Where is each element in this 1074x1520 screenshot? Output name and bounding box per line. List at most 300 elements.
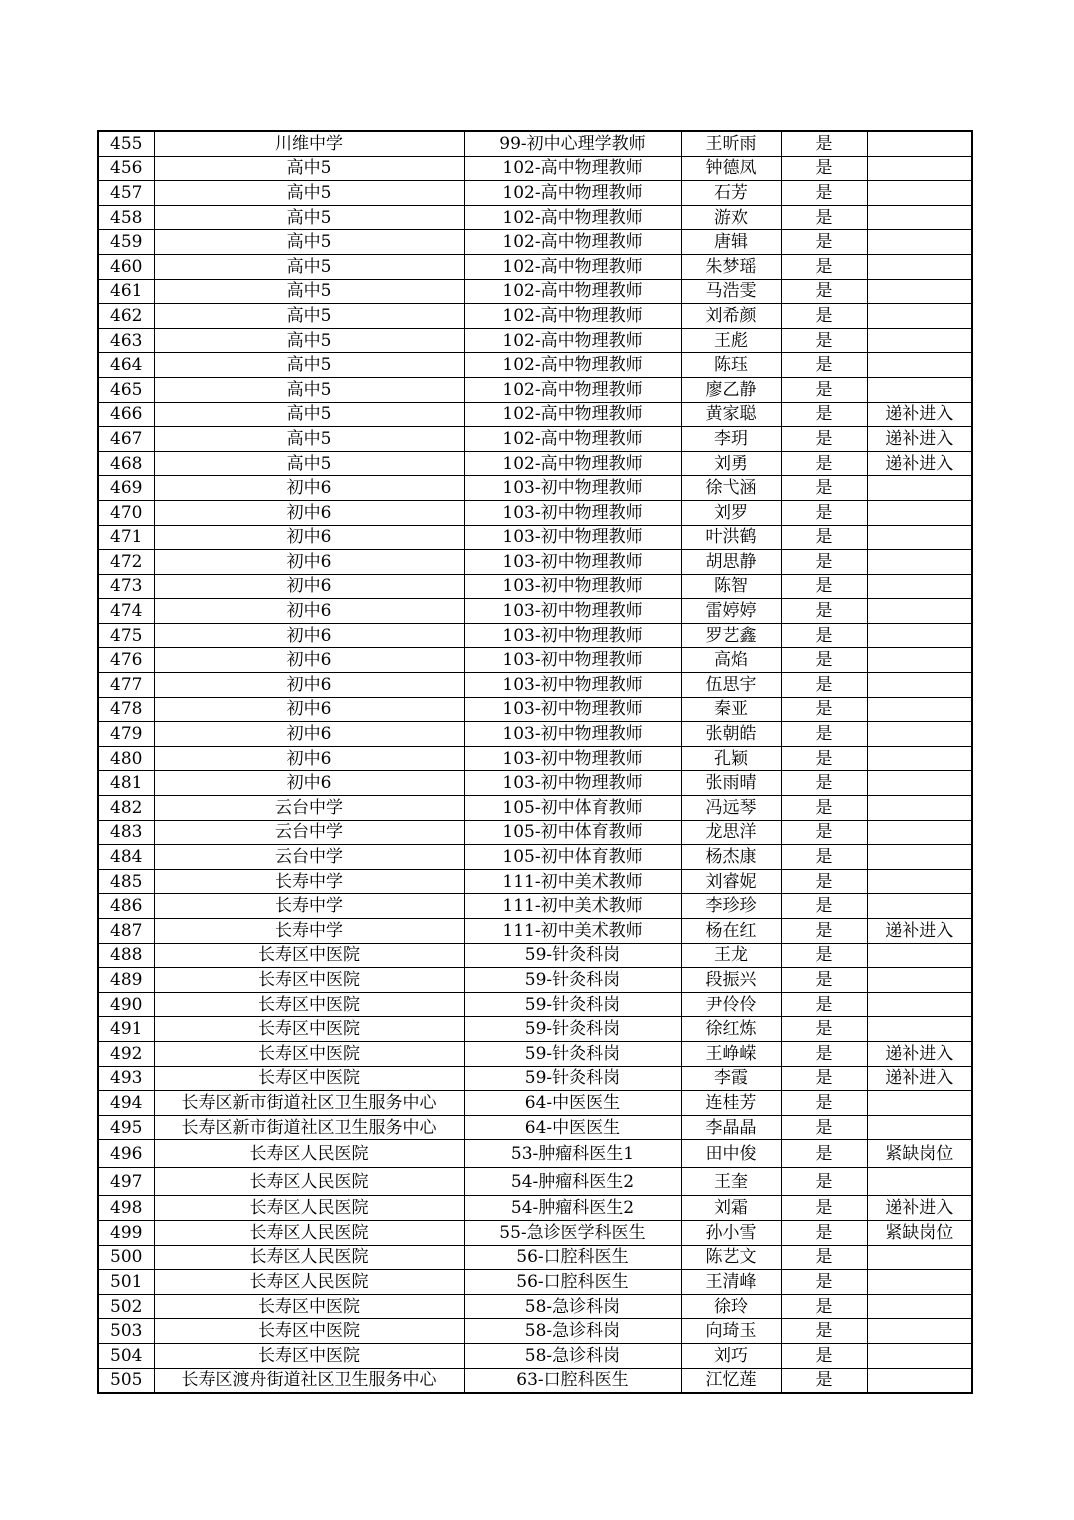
qualified-cell: 是 xyxy=(781,845,867,870)
position-cell: 102-高中物理教师 xyxy=(464,230,681,255)
row-number-cell: 460 xyxy=(98,254,154,279)
remark-cell xyxy=(867,1368,972,1393)
position-cell: 111-初中美术教师 xyxy=(464,894,681,919)
candidate-name-cell: 孔颖 xyxy=(681,746,781,771)
employer-cell: 长寿区中医院 xyxy=(154,968,464,993)
remark-cell xyxy=(867,623,972,648)
row-number-cell: 464 xyxy=(98,353,154,378)
candidate-name-cell: 廖乙静 xyxy=(681,377,781,402)
position-cell: 105-初中体育教师 xyxy=(464,845,681,870)
employer-cell: 初中6 xyxy=(154,623,464,648)
table-row xyxy=(98,328,972,353)
table-row xyxy=(98,525,972,550)
position-cell: 103-初中物理教师 xyxy=(464,574,681,599)
table-row xyxy=(98,943,972,968)
candidate-name-cell: 徐玲 xyxy=(681,1294,781,1319)
candidate-name-cell: 王昕雨 xyxy=(681,131,781,156)
candidate-name-cell: 李玥 xyxy=(681,427,781,452)
qualified-cell: 是 xyxy=(781,968,867,993)
remark-cell xyxy=(867,1294,972,1319)
table-row xyxy=(98,1294,972,1319)
qualified-cell: 是 xyxy=(781,1066,867,1091)
row-number-cell: 494 xyxy=(98,1091,154,1116)
remark-cell xyxy=(867,697,972,722)
position-cell: 59-针灸科岗 xyxy=(464,1041,681,1066)
table-row xyxy=(98,648,972,673)
candidate-name-cell: 刘希颜 xyxy=(681,304,781,329)
qualified-cell: 是 xyxy=(781,353,867,378)
table-row xyxy=(98,1041,972,1066)
row-number-cell: 458 xyxy=(98,205,154,230)
table-row xyxy=(98,451,972,476)
row-number-cell: 462 xyxy=(98,304,154,329)
position-cell: 54-肿瘤科医生2 xyxy=(464,1196,681,1221)
position-cell: 59-针灸科岗 xyxy=(464,1017,681,1042)
remark-cell xyxy=(867,377,972,402)
qualified-cell: 是 xyxy=(781,550,867,575)
table-row xyxy=(98,181,972,206)
candidate-name-cell: 秦亚 xyxy=(681,697,781,722)
row-number-cell: 468 xyxy=(98,451,154,476)
candidate-name-cell: 刘巧 xyxy=(681,1343,781,1368)
table-row xyxy=(98,869,972,894)
row-number-cell: 483 xyxy=(98,820,154,845)
position-cell: 102-高中物理教师 xyxy=(464,353,681,378)
roster-table xyxy=(97,130,973,1394)
qualified-cell: 是 xyxy=(781,746,867,771)
employer-cell: 高中5 xyxy=(154,230,464,255)
row-number-cell: 484 xyxy=(98,845,154,870)
qualified-cell: 是 xyxy=(781,377,867,402)
row-number-cell: 487 xyxy=(98,919,154,944)
employer-cell: 长寿区人民医院 xyxy=(154,1270,464,1295)
table-row xyxy=(98,574,972,599)
qualified-cell: 是 xyxy=(781,1245,867,1270)
row-number-cell: 456 xyxy=(98,156,154,181)
table-row xyxy=(98,968,972,993)
employer-cell: 高中5 xyxy=(154,427,464,452)
remark-cell xyxy=(867,230,972,255)
position-cell: 103-初中物理教师 xyxy=(464,722,681,747)
employer-cell: 长寿区人民医院 xyxy=(154,1140,464,1168)
row-number-cell: 476 xyxy=(98,648,154,673)
row-number-cell: 500 xyxy=(98,1245,154,1270)
candidate-name-cell: 叶洪鹤 xyxy=(681,525,781,550)
table-row xyxy=(98,500,972,525)
candidate-name-cell: 李晶晶 xyxy=(681,1115,781,1140)
position-cell: 102-高中物理教师 xyxy=(464,205,681,230)
row-number-cell: 497 xyxy=(98,1168,154,1196)
row-number-cell: 492 xyxy=(98,1041,154,1066)
employer-cell: 长寿区中医院 xyxy=(154,1017,464,1042)
candidate-name-cell: 段振兴 xyxy=(681,968,781,993)
table-row xyxy=(98,746,972,771)
remark-cell: 紧缺岗位 xyxy=(867,1140,972,1168)
position-cell: 103-初中物理教师 xyxy=(464,673,681,698)
position-cell: 102-高中物理教师 xyxy=(464,427,681,452)
qualified-cell: 是 xyxy=(781,476,867,501)
employer-cell: 长寿区中医院 xyxy=(154,1066,464,1091)
employer-cell: 长寿区人民医院 xyxy=(154,1245,464,1270)
position-cell: 102-高中物理教师 xyxy=(464,377,681,402)
position-cell: 59-针灸科岗 xyxy=(464,992,681,1017)
candidate-name-cell: 朱梦瑶 xyxy=(681,254,781,279)
table-row xyxy=(98,1220,972,1245)
employer-cell: 初中6 xyxy=(154,574,464,599)
qualified-cell: 是 xyxy=(781,1294,867,1319)
position-cell: 63-口腔科医生 xyxy=(464,1368,681,1393)
remark-cell xyxy=(867,1017,972,1042)
row-number-cell: 481 xyxy=(98,771,154,796)
row-number-cell: 457 xyxy=(98,181,154,206)
qualified-cell: 是 xyxy=(781,697,867,722)
remark-cell: 递补进入 xyxy=(867,1041,972,1066)
qualified-cell: 是 xyxy=(781,500,867,525)
row-number-cell: 470 xyxy=(98,500,154,525)
table-row xyxy=(98,550,972,575)
remark-cell xyxy=(867,1115,972,1140)
row-number-cell: 479 xyxy=(98,722,154,747)
remark-cell xyxy=(867,796,972,821)
candidate-name-cell: 冯远琴 xyxy=(681,796,781,821)
qualified-cell: 是 xyxy=(781,230,867,255)
remark-cell xyxy=(867,574,972,599)
position-cell: 103-初中物理教师 xyxy=(464,599,681,624)
table-row xyxy=(98,1168,972,1196)
qualified-cell: 是 xyxy=(781,181,867,206)
qualified-cell: 是 xyxy=(781,1196,867,1221)
qualified-cell: 是 xyxy=(781,427,867,452)
position-cell: 111-初中美术教师 xyxy=(464,869,681,894)
remark-cell xyxy=(867,746,972,771)
candidate-name-cell: 胡思静 xyxy=(681,550,781,575)
remark-cell xyxy=(867,279,972,304)
candidate-name-cell: 李霞 xyxy=(681,1066,781,1091)
position-cell: 59-针灸科岗 xyxy=(464,943,681,968)
candidate-name-cell: 杨杰康 xyxy=(681,845,781,870)
position-cell: 56-口腔科医生 xyxy=(464,1270,681,1295)
candidate-name-cell: 尹伶伶 xyxy=(681,992,781,1017)
qualified-cell: 是 xyxy=(781,1220,867,1245)
candidate-name-cell: 江忆莲 xyxy=(681,1368,781,1393)
candidate-name-cell: 王奎 xyxy=(681,1168,781,1196)
candidate-name-cell: 雷婷婷 xyxy=(681,599,781,624)
employer-cell: 初中6 xyxy=(154,599,464,624)
candidate-name-cell: 黄家聪 xyxy=(681,402,781,427)
table-row xyxy=(98,1270,972,1295)
position-cell: 103-初中物理教师 xyxy=(464,746,681,771)
qualified-cell: 是 xyxy=(781,1091,867,1116)
row-number-cell: 463 xyxy=(98,328,154,353)
table-row xyxy=(98,1140,972,1168)
table-row xyxy=(98,796,972,821)
row-number-cell: 475 xyxy=(98,623,154,648)
remark-cell xyxy=(867,181,972,206)
table-row xyxy=(98,599,972,624)
remark-cell xyxy=(867,1091,972,1116)
employer-cell: 初中6 xyxy=(154,476,464,501)
table-row xyxy=(98,722,972,747)
remark-cell: 递补进入 xyxy=(867,1066,972,1091)
employer-cell: 长寿中学 xyxy=(154,919,464,944)
row-number-cell: 490 xyxy=(98,992,154,1017)
roster-table-body xyxy=(98,131,972,1393)
candidate-name-cell: 游欢 xyxy=(681,205,781,230)
remark-cell xyxy=(867,1245,972,1270)
candidate-name-cell: 龙思洋 xyxy=(681,820,781,845)
employer-cell: 长寿区中医院 xyxy=(154,1294,464,1319)
table-row xyxy=(98,623,972,648)
remark-cell xyxy=(867,254,972,279)
remark-cell xyxy=(867,1319,972,1344)
table-row xyxy=(98,1319,972,1344)
row-number-cell: 495 xyxy=(98,1115,154,1140)
employer-cell: 初中6 xyxy=(154,673,464,698)
candidate-name-cell: 徐弋涵 xyxy=(681,476,781,501)
candidate-name-cell: 孙小雪 xyxy=(681,1220,781,1245)
row-number-cell: 491 xyxy=(98,1017,154,1042)
table-row xyxy=(98,254,972,279)
table-row xyxy=(98,697,972,722)
candidate-name-cell: 唐辑 xyxy=(681,230,781,255)
candidate-name-cell: 徐红炼 xyxy=(681,1017,781,1042)
qualified-cell: 是 xyxy=(781,599,867,624)
table-row xyxy=(98,377,972,402)
table-row xyxy=(98,353,972,378)
employer-cell: 长寿区人民医院 xyxy=(154,1220,464,1245)
table-row xyxy=(98,771,972,796)
candidate-name-cell: 罗艺鑫 xyxy=(681,623,781,648)
position-cell: 111-初中美术教师 xyxy=(464,919,681,944)
row-number-cell: 499 xyxy=(98,1220,154,1245)
remark-cell xyxy=(867,156,972,181)
qualified-cell: 是 xyxy=(781,992,867,1017)
row-number-cell: 471 xyxy=(98,525,154,550)
employer-cell: 初中6 xyxy=(154,648,464,673)
qualified-cell: 是 xyxy=(781,722,867,747)
qualified-cell: 是 xyxy=(781,1140,867,1168)
remark-cell xyxy=(867,550,972,575)
qualified-cell: 是 xyxy=(781,673,867,698)
employer-cell: 高中5 xyxy=(154,353,464,378)
candidate-name-cell: 马浩雯 xyxy=(681,279,781,304)
employer-cell: 长寿区新市街道社区卫生服务中心 xyxy=(154,1091,464,1116)
employer-cell: 高中5 xyxy=(154,181,464,206)
row-number-cell: 459 xyxy=(98,230,154,255)
remark-cell xyxy=(867,673,972,698)
row-number-cell: 485 xyxy=(98,869,154,894)
candidate-name-cell: 张朝皓 xyxy=(681,722,781,747)
table-row xyxy=(98,894,972,919)
candidate-name-cell: 杨在红 xyxy=(681,919,781,944)
qualified-cell: 是 xyxy=(781,623,867,648)
row-number-cell: 496 xyxy=(98,1140,154,1168)
qualified-cell: 是 xyxy=(781,156,867,181)
qualified-cell: 是 xyxy=(781,1115,867,1140)
remark-cell xyxy=(867,943,972,968)
row-number-cell: 467 xyxy=(98,427,154,452)
position-cell: 58-急诊科岗 xyxy=(464,1319,681,1344)
employer-cell: 云台中学 xyxy=(154,820,464,845)
row-number-cell: 482 xyxy=(98,796,154,821)
qualified-cell: 是 xyxy=(781,771,867,796)
qualified-cell: 是 xyxy=(781,796,867,821)
position-cell: 53-肿瘤科医生1 xyxy=(464,1140,681,1168)
remark-cell xyxy=(867,648,972,673)
candidate-name-cell: 陈艺文 xyxy=(681,1245,781,1270)
qualified-cell: 是 xyxy=(781,1168,867,1196)
remark-cell xyxy=(867,476,972,501)
table-row xyxy=(98,131,972,156)
candidate-name-cell: 田中俊 xyxy=(681,1140,781,1168)
table-row xyxy=(98,673,972,698)
table-row xyxy=(98,156,972,181)
employer-cell: 长寿区中医院 xyxy=(154,943,464,968)
table-row xyxy=(98,1091,972,1116)
position-cell: 105-初中体育教师 xyxy=(464,820,681,845)
employer-cell: 长寿中学 xyxy=(154,894,464,919)
employer-cell: 初中6 xyxy=(154,525,464,550)
qualified-cell: 是 xyxy=(781,943,867,968)
position-cell: 102-高中物理教师 xyxy=(464,451,681,476)
row-number-cell: 489 xyxy=(98,968,154,993)
candidate-name-cell: 刘罗 xyxy=(681,500,781,525)
employer-cell: 初中6 xyxy=(154,500,464,525)
qualified-cell: 是 xyxy=(781,1343,867,1368)
employer-cell: 云台中学 xyxy=(154,845,464,870)
candidate-name-cell: 连桂芳 xyxy=(681,1091,781,1116)
employer-cell: 长寿区中医院 xyxy=(154,1319,464,1344)
remark-cell xyxy=(867,131,972,156)
table-row xyxy=(98,820,972,845)
employer-cell: 长寿区中医院 xyxy=(154,1343,464,1368)
remark-cell: 递补进入 xyxy=(867,427,972,452)
position-cell: 59-针灸科岗 xyxy=(464,1066,681,1091)
qualified-cell: 是 xyxy=(781,328,867,353)
candidate-name-cell: 张雨晴 xyxy=(681,771,781,796)
remark-cell xyxy=(867,894,972,919)
qualified-cell: 是 xyxy=(781,304,867,329)
employer-cell: 长寿区人民医院 xyxy=(154,1168,464,1196)
candidate-name-cell: 李珍珍 xyxy=(681,894,781,919)
qualified-cell: 是 xyxy=(781,279,867,304)
qualified-cell: 是 xyxy=(781,574,867,599)
table-row xyxy=(98,845,972,870)
remark-cell xyxy=(867,1270,972,1295)
remark-cell xyxy=(867,599,972,624)
position-cell: 64-中医医生 xyxy=(464,1091,681,1116)
qualified-cell: 是 xyxy=(781,820,867,845)
remark-cell: 递补进入 xyxy=(867,1196,972,1221)
employer-cell: 长寿区人民医院 xyxy=(154,1196,464,1221)
candidate-name-cell: 高焰 xyxy=(681,648,781,673)
position-cell: 103-初中物理教师 xyxy=(464,525,681,550)
remark-cell xyxy=(867,328,972,353)
candidate-name-cell: 王清峰 xyxy=(681,1270,781,1295)
candidate-name-cell: 刘霜 xyxy=(681,1196,781,1221)
employer-cell: 长寿区中医院 xyxy=(154,1041,464,1066)
row-number-cell: 493 xyxy=(98,1066,154,1091)
row-number-cell: 478 xyxy=(98,697,154,722)
position-cell: 103-初中物理教师 xyxy=(464,476,681,501)
employer-cell: 高中5 xyxy=(154,328,464,353)
qualified-cell: 是 xyxy=(781,131,867,156)
row-number-cell: 502 xyxy=(98,1294,154,1319)
table-row xyxy=(98,1368,972,1393)
row-number-cell: 504 xyxy=(98,1343,154,1368)
candidate-name-cell: 刘勇 xyxy=(681,451,781,476)
employer-cell: 初中6 xyxy=(154,697,464,722)
employer-cell: 高中5 xyxy=(154,451,464,476)
table-row xyxy=(98,205,972,230)
table-row xyxy=(98,1017,972,1042)
table-row xyxy=(98,427,972,452)
position-cell: 102-高中物理教师 xyxy=(464,402,681,427)
position-cell: 58-急诊科岗 xyxy=(464,1343,681,1368)
employer-cell: 长寿区渡舟街道社区卫生服务中心 xyxy=(154,1368,464,1393)
row-number-cell: 455 xyxy=(98,131,154,156)
remark-cell: 递补进入 xyxy=(867,451,972,476)
row-number-cell: 466 xyxy=(98,402,154,427)
table-row xyxy=(98,1245,972,1270)
position-cell: 102-高中物理教师 xyxy=(464,279,681,304)
remark-cell xyxy=(867,205,972,230)
position-cell: 103-初中物理教师 xyxy=(464,623,681,648)
row-number-cell: 498 xyxy=(98,1196,154,1221)
row-number-cell: 477 xyxy=(98,673,154,698)
employer-cell: 高中5 xyxy=(154,377,464,402)
row-number-cell: 469 xyxy=(98,476,154,501)
row-number-cell: 461 xyxy=(98,279,154,304)
remark-cell xyxy=(867,820,972,845)
position-cell: 56-口腔科医生 xyxy=(464,1245,681,1270)
qualified-cell: 是 xyxy=(781,451,867,476)
remark-cell: 递补进入 xyxy=(867,402,972,427)
remark-cell xyxy=(867,968,972,993)
remark-cell xyxy=(867,304,972,329)
row-number-cell: 501 xyxy=(98,1270,154,1295)
table-row xyxy=(98,1115,972,1140)
employer-cell: 长寿中学 xyxy=(154,869,464,894)
row-number-cell: 472 xyxy=(98,550,154,575)
position-cell: 103-初中物理教师 xyxy=(464,500,681,525)
remark-cell xyxy=(867,353,972,378)
remark-cell xyxy=(867,1168,972,1196)
employer-cell: 长寿区新市街道社区卫生服务中心 xyxy=(154,1115,464,1140)
candidate-name-cell: 陈智 xyxy=(681,574,781,599)
row-number-cell: 465 xyxy=(98,377,154,402)
qualified-cell: 是 xyxy=(781,525,867,550)
remark-cell xyxy=(867,992,972,1017)
position-cell: 103-初中物理教师 xyxy=(464,697,681,722)
employer-cell: 高中5 xyxy=(154,254,464,279)
employer-cell: 高中5 xyxy=(154,156,464,181)
employer-cell: 云台中学 xyxy=(154,796,464,821)
remark-cell xyxy=(867,1343,972,1368)
position-cell: 102-高中物理教师 xyxy=(464,304,681,329)
qualified-cell: 是 xyxy=(781,1041,867,1066)
position-cell: 102-高中物理教师 xyxy=(464,181,681,206)
remark-cell xyxy=(867,500,972,525)
row-number-cell: 480 xyxy=(98,746,154,771)
qualified-cell: 是 xyxy=(781,254,867,279)
remark-cell xyxy=(867,525,972,550)
qualified-cell: 是 xyxy=(781,894,867,919)
employer-cell: 高中5 xyxy=(154,402,464,427)
employer-cell: 高中5 xyxy=(154,304,464,329)
position-cell: 105-初中体育教师 xyxy=(464,796,681,821)
employer-cell: 川维中学 xyxy=(154,131,464,156)
